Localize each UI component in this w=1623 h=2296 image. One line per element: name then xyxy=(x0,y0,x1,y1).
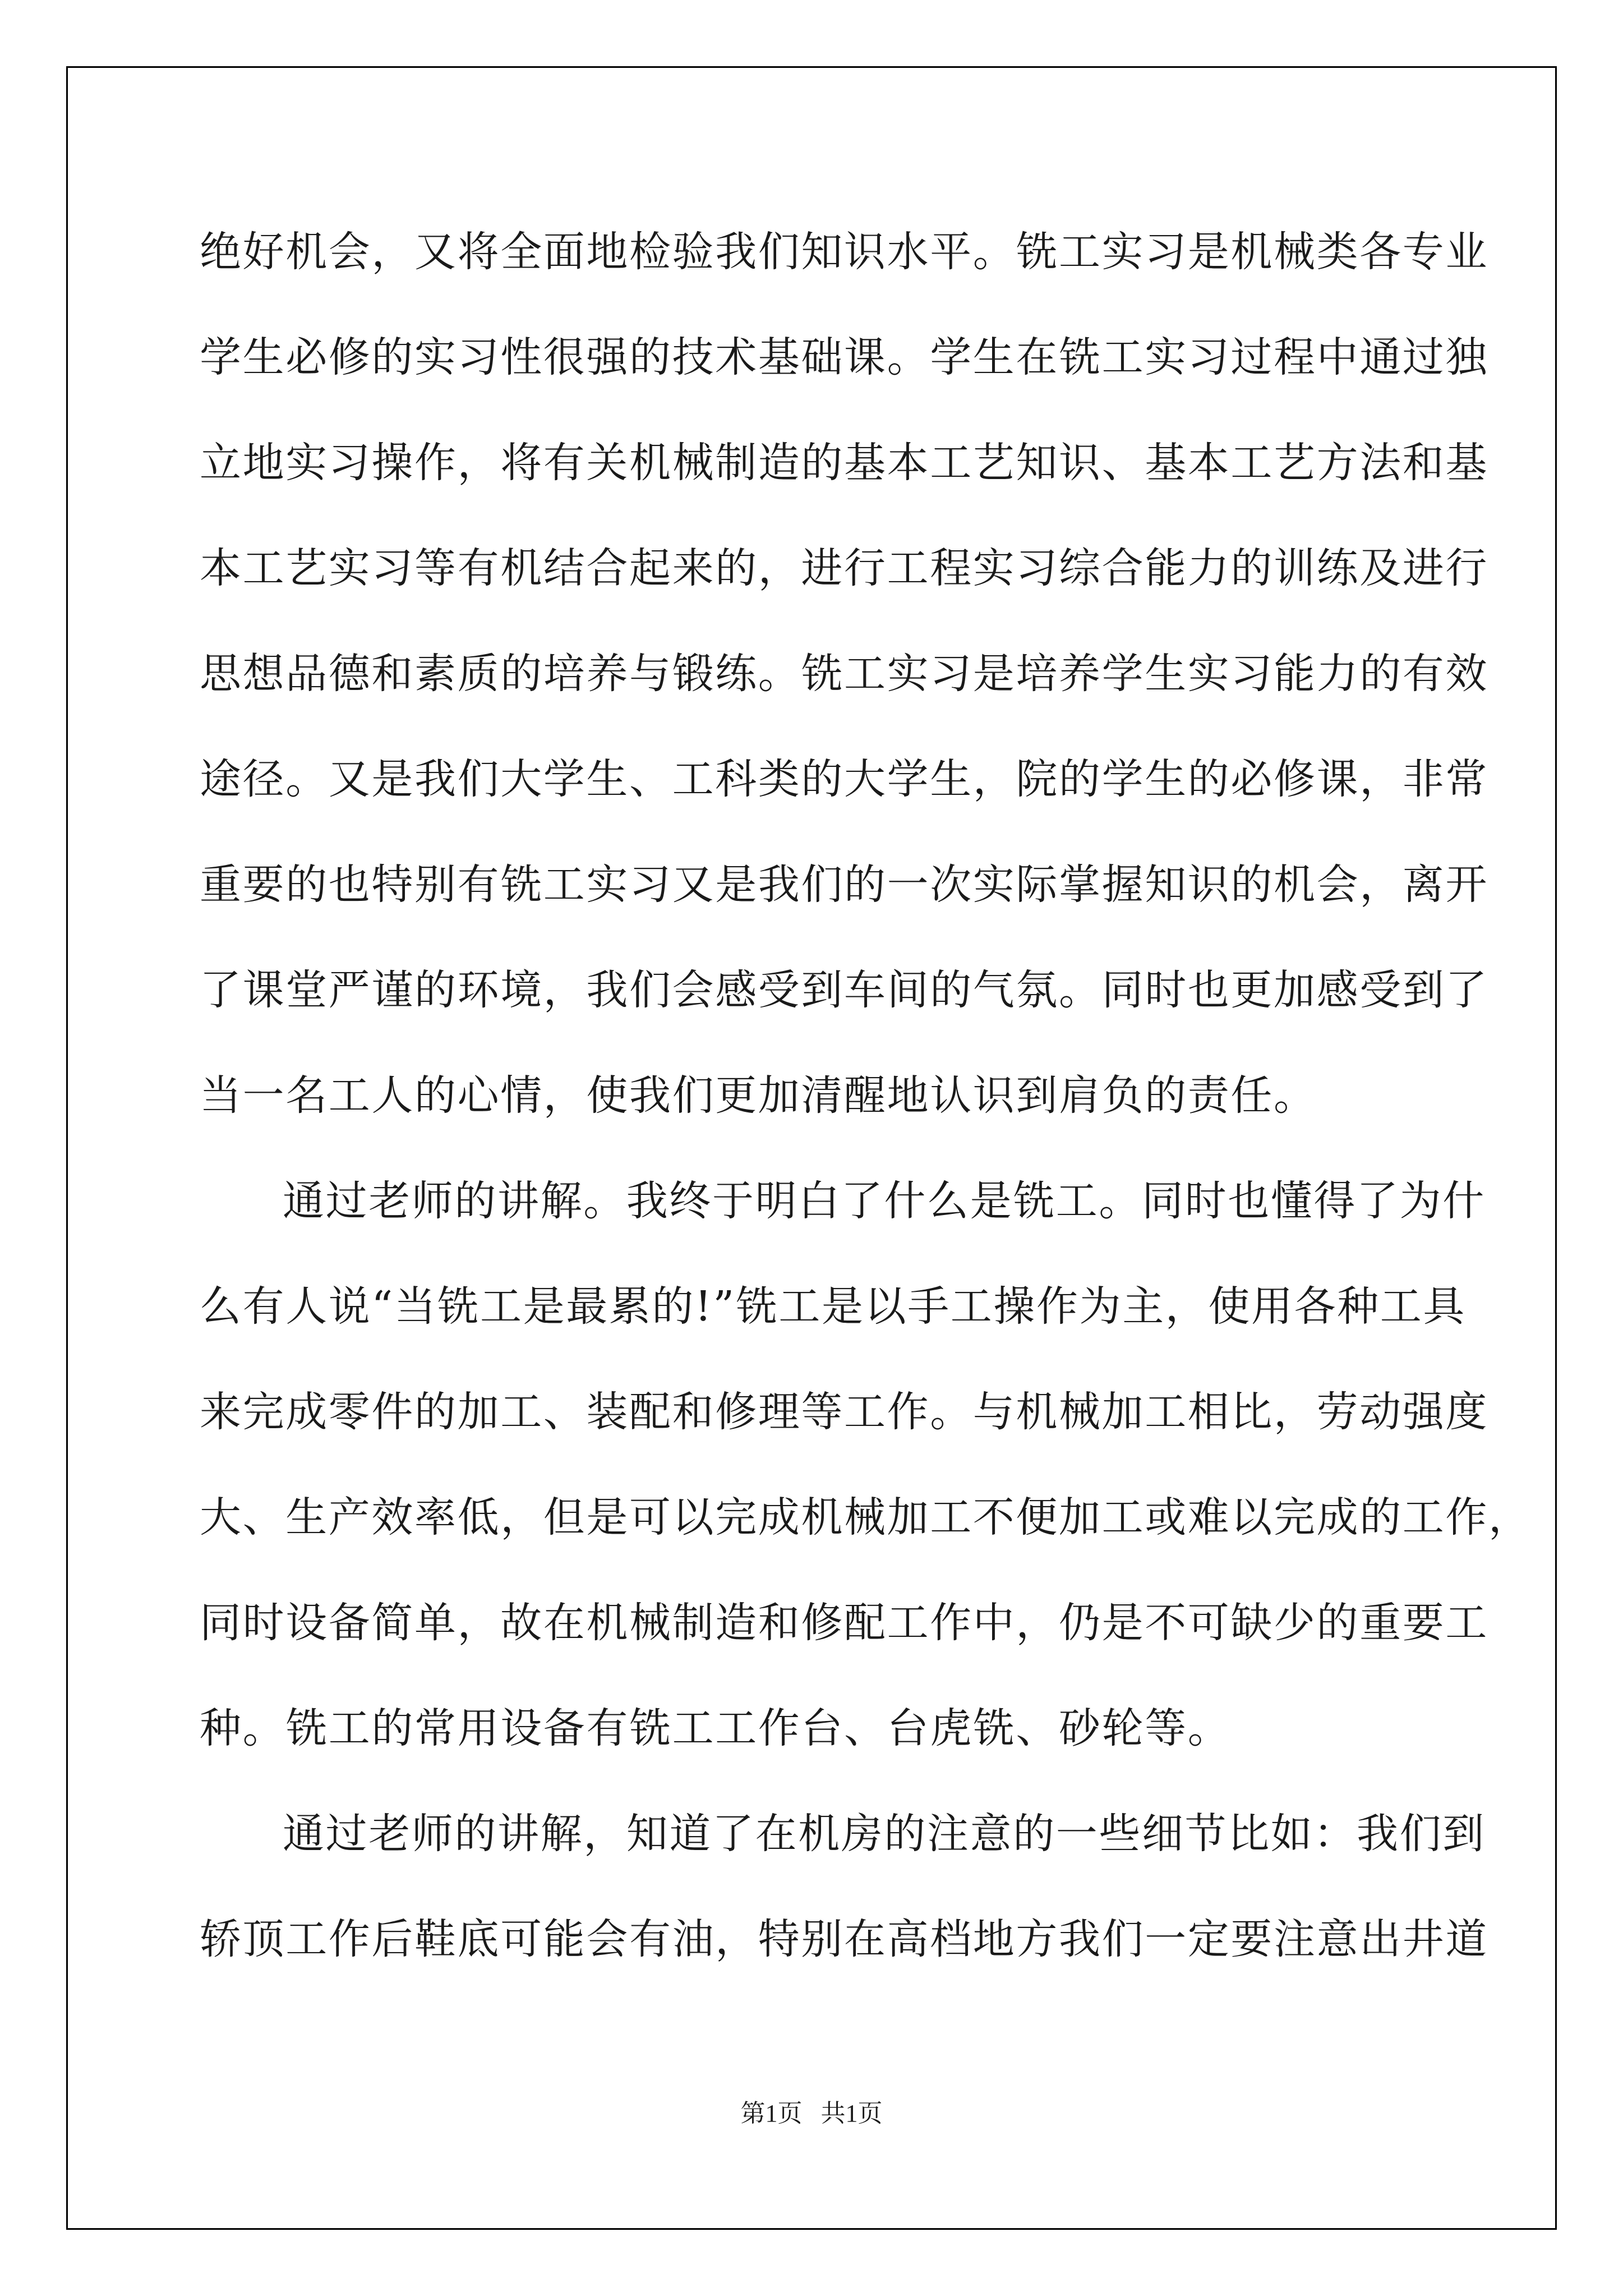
text-line: 来完成零件的加工、装配和修理等工作。与机械加工相比，劳动强度 xyxy=(200,1388,1488,1436)
text-line: 学生必修的实习性很强的技术基础课。学生在铣工实习过程中通过独 xyxy=(200,333,1488,381)
document-body xyxy=(200,199,1532,1992)
text-line: 了课堂严谨的环境，我们会感受到车间的气氛。同时也更加感受到了 xyxy=(200,966,1488,1014)
text-line: 种。铣工的常用设备有铣工工作台、台虎铣、砂轮等。 xyxy=(200,1704,1231,1752)
text-line: 立地实习操作，将有关机械制造的基本工艺知识、基本工艺方法和基 xyxy=(200,439,1488,487)
text-line: 同时设备简单，故在机械制造和修配工作中，仍是不可缺少的重要工 xyxy=(200,1599,1488,1647)
text-line: 通过老师的讲解。我终于明白了什么是铣工。同时也懂得了为什 xyxy=(283,1177,1486,1225)
text-line: 重要的也特别有铣工实习又是我们的一次实际掌握知识的机会，离开 xyxy=(200,861,1488,909)
text-line: 大、生产效率低，但是可以完成机械加工不便加工或难以完成的工作， xyxy=(200,1493,1532,1542)
text-line: 思想品德和素质的培养与锻练。铣工实习是培养学生实习能力的有效 xyxy=(200,650,1488,698)
text-line: 当一名工人的心情，使我们更加清醒地认识到肩负的责任。 xyxy=(200,1071,1317,1120)
text-line: 通过老师的讲解，知道了在机房的注意的一些细节比如：我们到 xyxy=(283,1810,1486,1858)
text-line: 绝好机会，又将全面地检验我们知识水平。铣工实习是机械类各专业 xyxy=(200,228,1488,276)
text-line: 途径。又是我们大学生、工科类的大学生，院的学生的必修课，非常 xyxy=(200,755,1488,803)
page-footer: 第1页 共1页 xyxy=(740,2100,883,2127)
text-line: 本工艺实习等有机结合起来的，进行工程实习综合能力的训练及进行 xyxy=(200,544,1488,592)
text-line: 么有人说“当铣工是最累的!”铣工是以手工操作为主，使用各种工具 xyxy=(200,1282,1466,1331)
text-line: 轿顶工作后鞋底可能会有油，特别在高档地方我们一定要注意出井道 xyxy=(200,1915,1488,1963)
